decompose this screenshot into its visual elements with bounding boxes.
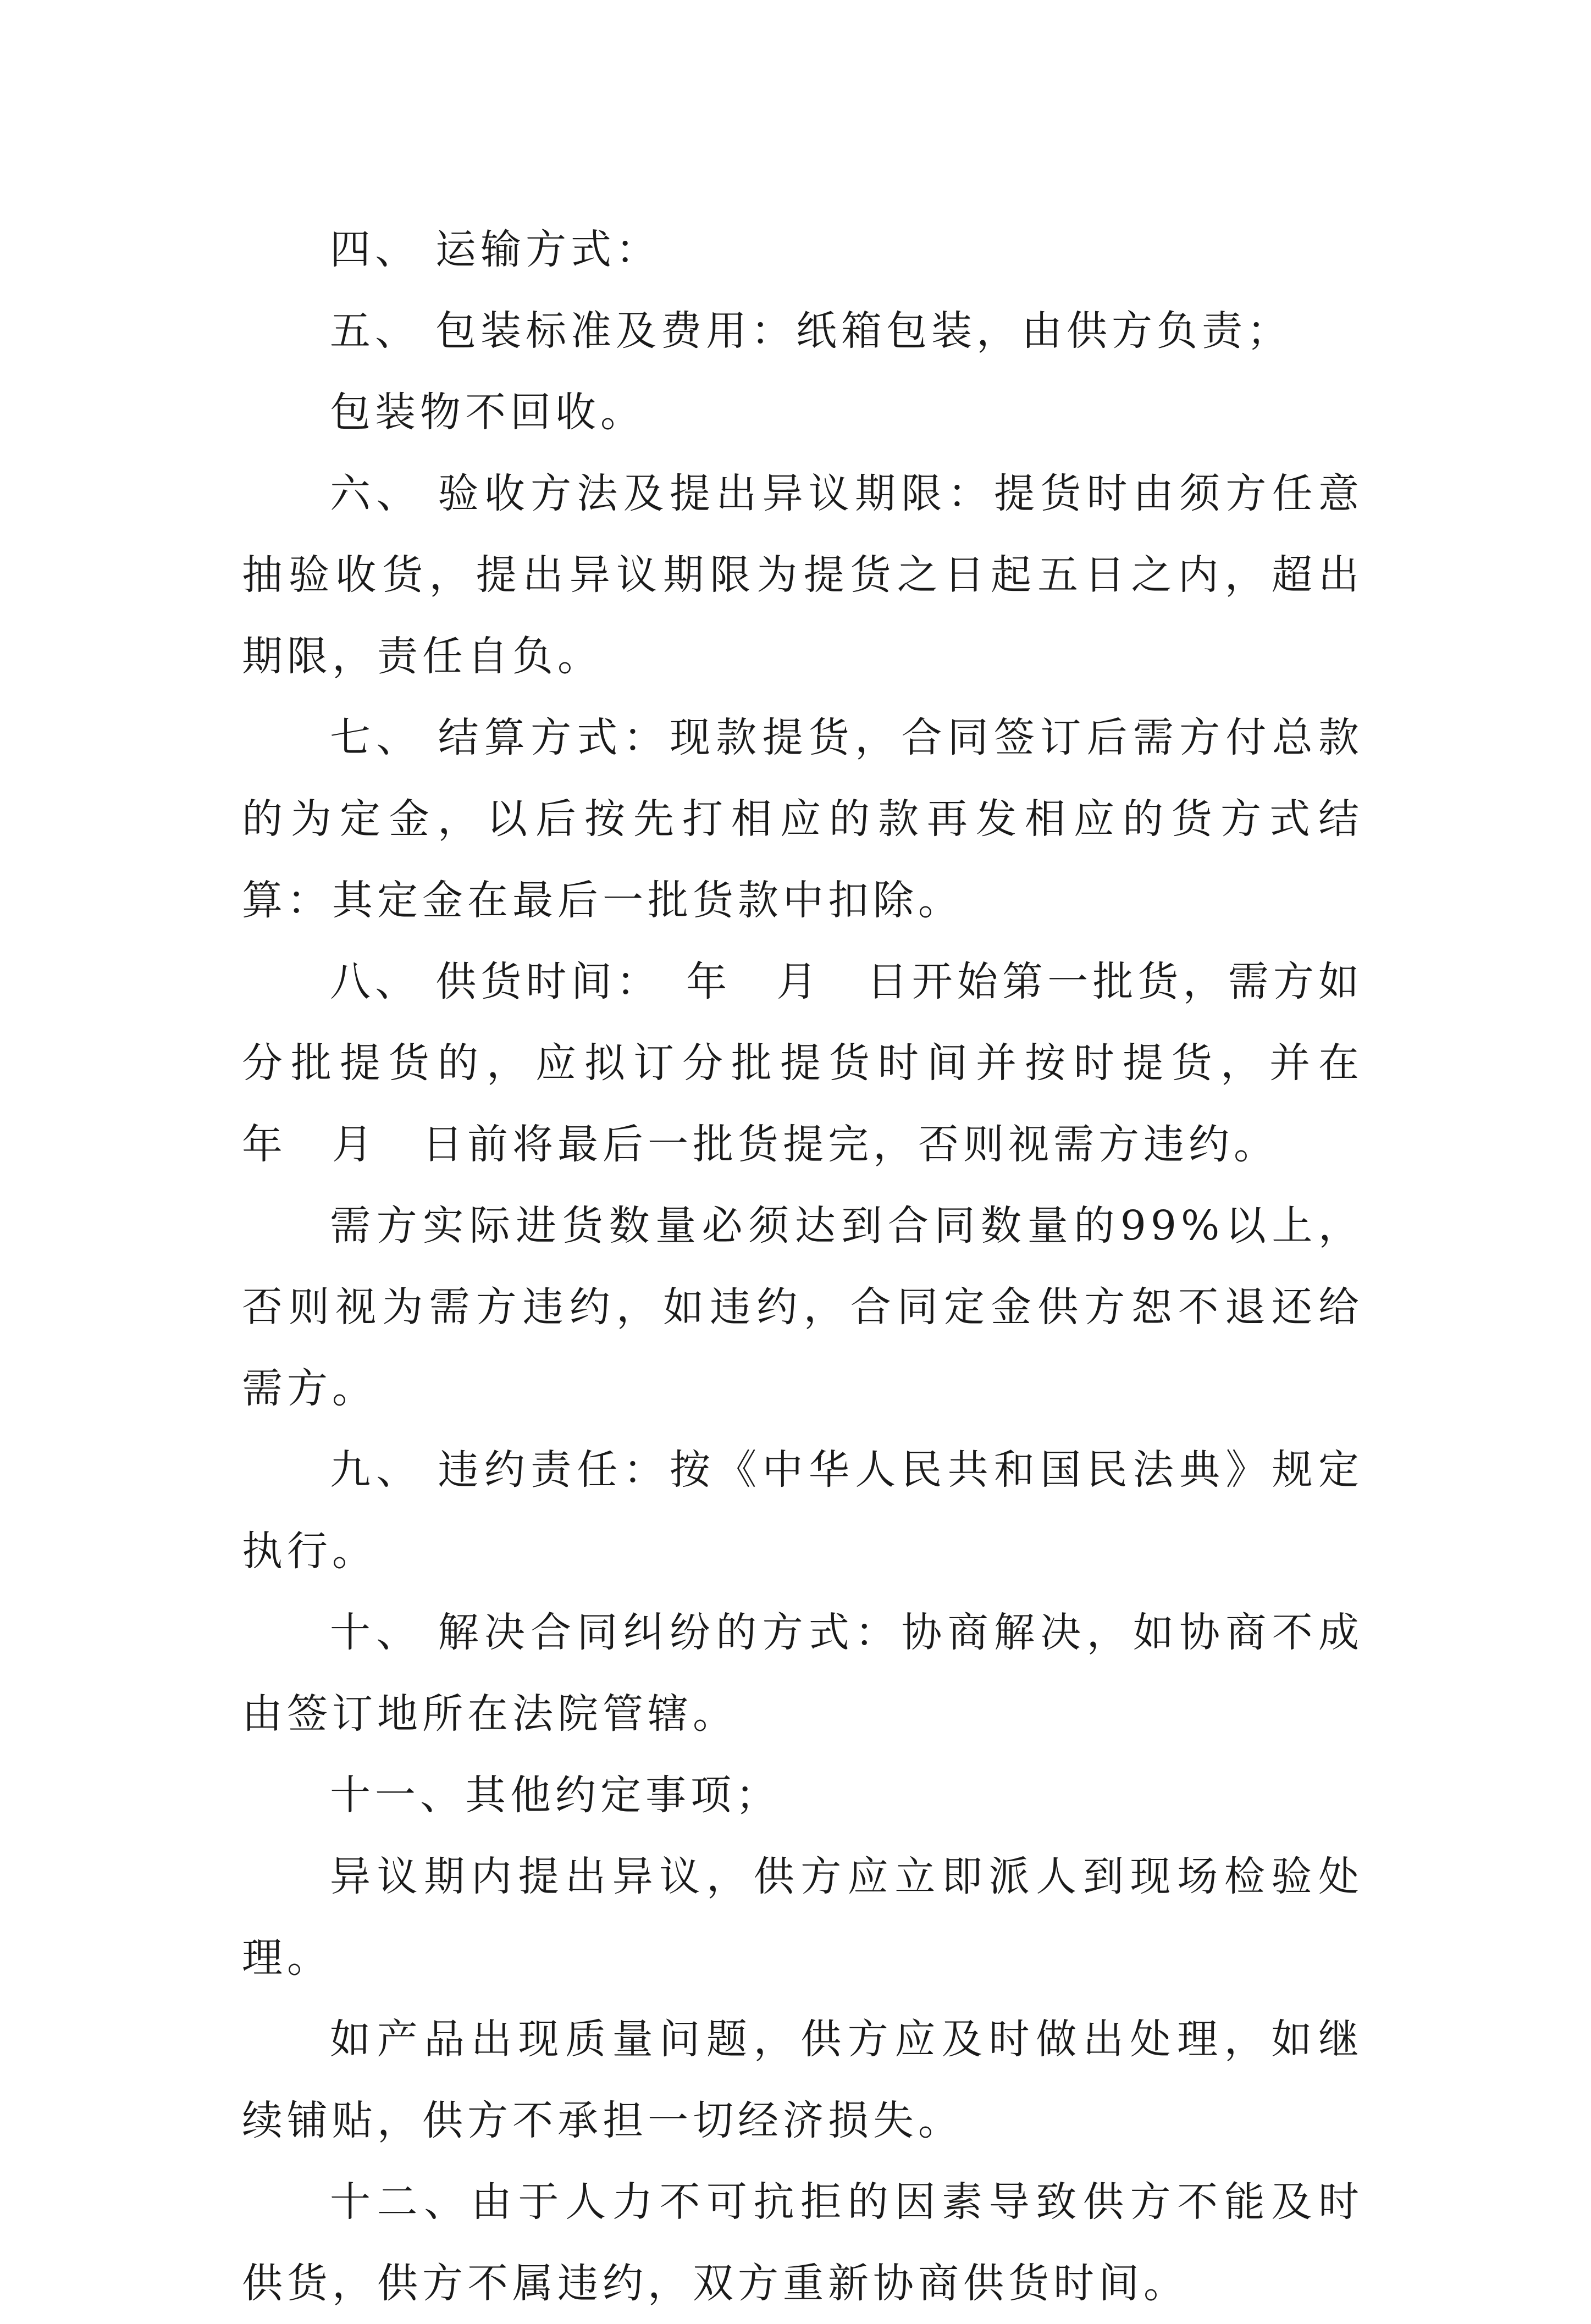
clause-number: 十、 [330, 1609, 423, 1656]
clause-text: 如产品出现质量问题，供方应及时做出处理，如继续铺贴，供方不承担一切经济损失。 [242, 2016, 1363, 2144]
clause-5-packaging [242, 290, 1363, 372]
clause-text: 验收方法及提出异议期限：提货时由须方任意抽验收货，提出异议期限为提货之日起五日之内，超出期限，责任自负。 [242, 470, 1364, 680]
clause-text: 需方实际进货数量必须达到合同数量的99%以上，否则视为需方违约，如违约，合同定金供方恕不退还给需方。 [242, 1202, 1363, 1412]
clause-number: 九、 [330, 1446, 423, 1493]
clause-text: 十一、其他约定事项； [330, 1772, 781, 1819]
clause-4-transport [242, 209, 1363, 290]
clause-5-packaging-note [242, 372, 1363, 453]
clause-text: 违约责任：按《中华人民共和国民法典》规定执行。 [242, 1446, 1364, 1575]
clause-number: 六、 [330, 470, 423, 517]
clause-12-force-majeure [242, 2161, 1363, 2324]
clause-10-dispute [242, 1592, 1363, 1755]
clause-text: 供货时间： 年 月 日开始第一批货，需方如分批提货的，应拟订分批提货时间并按时提货，并在 年 月 日前将最后一批货提完，否则视需方违约。 [242, 958, 1408, 1168]
clause-number: 四、 [330, 226, 420, 273]
clause-11-objection-handling [242, 1836, 1363, 1999]
clause-text: 解决合同纠纷的方式：协商解决，如协商不成由签订地所在法院管辖。 [242, 1609, 1364, 1738]
clause-text: 包装标准及费用：纸箱包装，由供方负责； [435, 307, 1292, 355]
contract-body [242, 209, 1408, 2324]
clause-11-other-terms [242, 1755, 1363, 1836]
clause-text: 十二、由于人力不可抗拒的因素导致供方不能及时供货，供方不属违约，双方重新协商供货时间。 [242, 2178, 1363, 2307]
clause-text: 异议期内提出异议，供方应立即派人到现场检验处理。 [242, 1853, 1363, 1982]
clause-9-liability [242, 1429, 1363, 1592]
clause-7-settlement [242, 697, 1363, 941]
clause-text: 结算方式：现款提货，合同签订后需方付总款的为定金，以后按先打相应的款再发相应的货方式结算：其定金在最后一批货款中扣除。 [242, 714, 1364, 924]
clause-11-quality-issue [242, 1999, 1363, 2161]
clause-number: 五、 [330, 307, 420, 355]
clause-text: 运输方式： [435, 226, 661, 273]
clause-text: 包装物不回收。 [330, 389, 645, 436]
clause-number: 八、 [330, 958, 421, 1005]
clause-8-quantity-requirement [242, 1185, 1363, 1429]
clause-6-inspection [242, 453, 1363, 697]
clause-number: 七、 [330, 714, 423, 761]
clause-8-delivery-time [242, 941, 1408, 1185]
